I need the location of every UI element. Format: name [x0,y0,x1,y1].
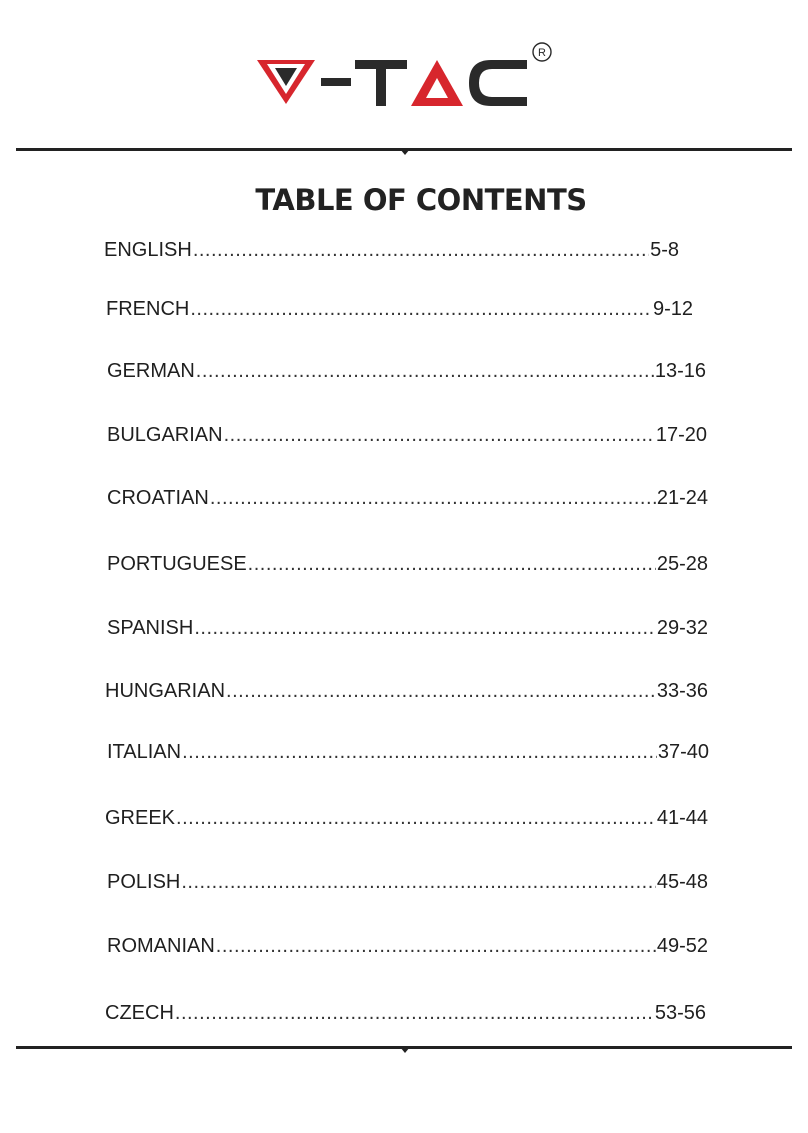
toc-entry-bulgarian [107,424,707,452]
toc-entry-english [104,239,679,267]
toc-entry-pages: 25-28 [656,553,708,575]
leader-dots [226,680,656,703]
toc-entry-italian [107,741,709,769]
toc-entry-label: CROATIAN [107,487,209,509]
toc-entry-french [106,298,693,326]
leader-dots [193,239,649,262]
toc-entry-pages: 29-32 [656,617,708,639]
leader-dots [181,871,655,894]
toc-entry-portuguese [107,553,708,581]
leader-dots [176,807,656,830]
toc-entry-romanian [107,935,708,963]
toc-entry-czech [105,1002,706,1030]
leader-dots [175,1002,654,1025]
toc-entry-pages: 5-8 [650,239,679,261]
vtac-logo [255,40,565,112]
toc-entry-hungarian [105,680,708,708]
toc-entry-greek [105,807,708,835]
leader-dots [190,298,652,321]
toc-entry-pages: 53-56 [654,1002,706,1024]
toc-entry-label: FRENCH [106,298,190,320]
toc-entry-label: HUNGARIAN [105,680,226,702]
toc-entry-pages: 45-48 [656,871,708,893]
toc-entry-label: POLISH [107,871,181,893]
top-divider [16,148,792,151]
leader-dots [248,553,656,576]
leader-dots [224,424,655,447]
toc-entry-croatian [107,487,708,515]
toc-entry-label: CZECH [105,1002,174,1024]
toc-entry-polish [107,871,708,899]
bottom-divider [16,1046,792,1049]
page-title: TABLE OF CONTENTS [255,183,587,217]
toc-entry-pages: 37-40 [657,741,709,763]
leader-dots [216,935,656,958]
toc-entry-pages: 13-16 [654,360,706,382]
toc-entry-label: ENGLISH [104,239,192,261]
toc-entry-pages: 17-20 [655,424,707,446]
toc-entry-pages: 9-12 [652,298,693,320]
toc-entry-pages: 41-44 [656,807,708,829]
leader-dots [182,741,657,764]
toc-entry-pages: 49-52 [656,935,708,957]
registered-mark: R [538,47,546,59]
toc-entry-spanish [107,617,708,645]
leader-dots [194,617,656,640]
toc-entry-pages: 33-36 [656,680,708,702]
toc-entry-label: ITALIAN [107,741,182,763]
toc-entry-label: PORTUGUESE [107,553,247,575]
toc-entry-german [107,360,706,388]
toc-entry-label: ROMANIAN [107,935,215,957]
toc-entry-label: SPANISH [107,617,194,639]
leader-dots [196,360,654,383]
toc-entry-pages: 21-24 [656,487,708,509]
toc-entry-label: BULGARIAN [107,424,223,446]
leader-dots [210,487,656,510]
toc-entry-label: GERMAN [107,360,195,382]
vtac-logo-mark [255,40,565,112]
toc-entry-label: GREEK [105,807,176,829]
